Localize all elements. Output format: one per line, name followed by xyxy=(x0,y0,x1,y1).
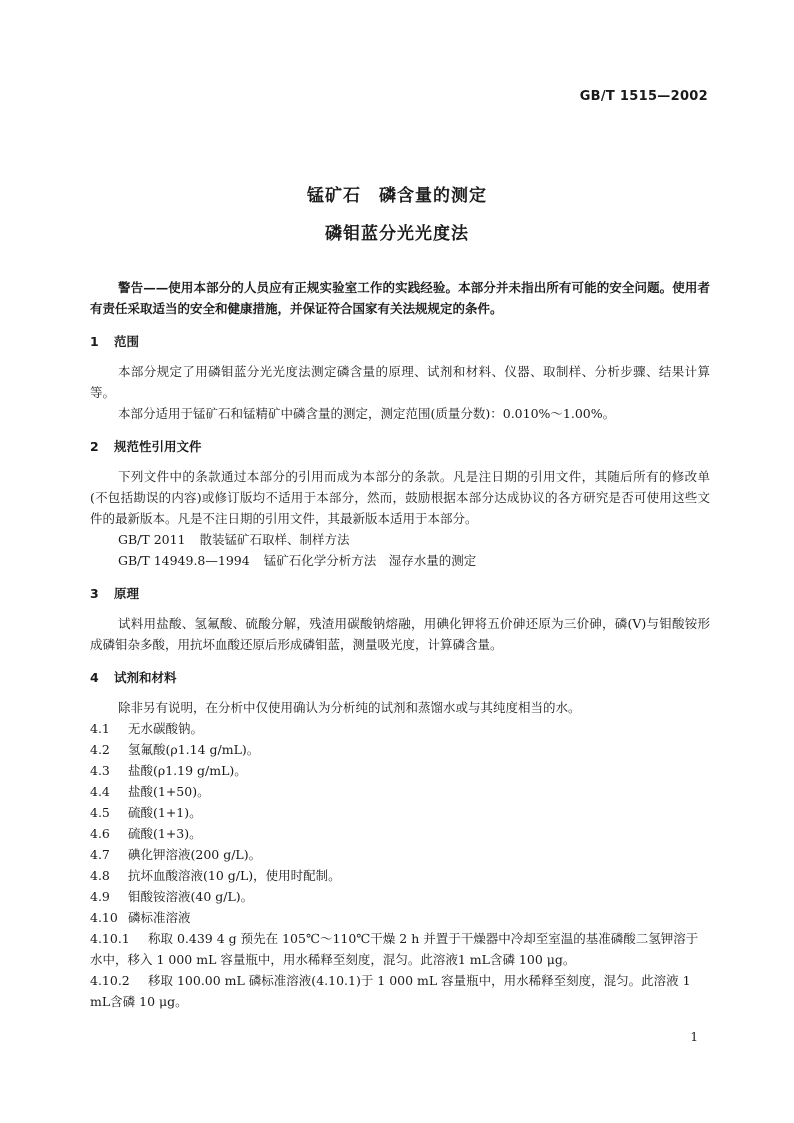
item-number: 4.4 xyxy=(90,784,110,799)
warning-paragraph: 警告——使用本部分的人员应有正规实验室工作的实践经验。本部分并未指出所有可能的安全问题。使用者有责任采取适当的安全和健康措施，并保证符合国家有关法规规定的条件。 xyxy=(90,280,710,316)
item-text: 盐酸(1+50)。 xyxy=(128,784,210,799)
reference-title: 散装锰矿石取样、制样方法 xyxy=(199,532,350,547)
section-heading-principle xyxy=(90,583,710,604)
reagent-item xyxy=(90,907,710,928)
item-number: 4.7 xyxy=(90,847,110,862)
document-code: GB/T 1515—2002 xyxy=(579,89,708,104)
reagents-paragraph: 除非另有说明，在分析中仅使用确认为分析纯的试剂和蒸馏水或与其纯度相当的水。 xyxy=(118,700,581,715)
reference-code: GB/T 2011 xyxy=(118,532,186,547)
item-number: 4.6 xyxy=(90,826,110,841)
item-number: 4.10.1 xyxy=(90,931,130,946)
section-title: 试剂和材料 xyxy=(114,670,177,685)
reagent-item xyxy=(90,739,710,760)
item-number: 4.8 xyxy=(90,868,110,883)
reagent-subitem xyxy=(90,928,710,970)
reagent-item xyxy=(90,781,710,802)
item-number: 4.3 xyxy=(90,763,110,778)
section-heading-reagents xyxy=(90,667,710,688)
item-text: 钼酸铵溶液(40 g/L)。 xyxy=(128,889,254,904)
reagent-subitem xyxy=(90,970,710,1012)
document-body xyxy=(90,277,710,1012)
section-title: 规范性引用文件 xyxy=(114,439,202,454)
item-number: 4.10 xyxy=(90,910,118,925)
scope-paragraph: 本部分适用于锰矿石和锰精矿中磷含量的测定，测定范围(质量分数)：0.010%～1.00%。 xyxy=(118,406,616,421)
item-text: 抗坏血酸溶液(10 g/L)，使用时配制。 xyxy=(128,868,341,883)
section-number: 2 xyxy=(90,439,99,454)
references-paragraph: 下列文件中的条款通过本部分的引用而成为本部分的条款。凡是注日期的引用文件，其随后所有的修改单(不包括勘误的内容)或修订版均不适用于本部分，然而，鼓励根据本部分达成协议的各方研究是否可使用这些文件的最新版本。凡是不注日期的引用文件，其最新版本适用于本部分。 xyxy=(90,469,710,526)
section-number: 4 xyxy=(90,670,99,685)
reagent-item xyxy=(90,760,710,781)
item-text: 移取 100.00 mL 磷标准溶液(4.10.1)于 1 000 mL 容量瓶中，用水稀释至刻度，混匀。此溶液 1 mL含磷 10 μg。 xyxy=(90,973,691,1009)
item-text: 硫酸(1+1)。 xyxy=(128,805,202,820)
item-text: 硫酸(1+3)。 xyxy=(128,826,202,841)
item-text: 磷标准溶液 xyxy=(128,910,191,925)
item-number: 4.10.2 xyxy=(90,973,130,988)
reagent-item xyxy=(90,886,710,907)
section-heading-scope xyxy=(90,331,710,352)
document-title: 锰矿石 磷含量的测定 xyxy=(307,186,487,206)
reference-title: 锰矿石化学分析方法 湿存水量的测定 xyxy=(263,553,477,568)
section-heading-normative-references xyxy=(90,436,710,457)
item-number: 4.1 xyxy=(90,721,110,736)
principle-paragraph: 试料用盐酸、氢氟酸、硫酸分解，残渣用碳酸钠熔融，用碘化钾将五价砷还原为三价砷，磷(V)与钼酸铵形成磷钼杂多酸，用抗坏血酸还原后形成磷钼蓝，测量吸光度，计算磷含量。 xyxy=(90,616,710,652)
item-text: 碘化钾溶液(200 g/L)。 xyxy=(128,847,262,862)
section-number: 1 xyxy=(90,334,99,349)
reference-item xyxy=(90,529,710,550)
reference-item xyxy=(90,550,710,571)
item-number: 4.9 xyxy=(90,889,110,904)
document-subtitle: 磷钼蓝分光光度法 xyxy=(325,224,469,244)
scope-paragraph: 本部分规定了用磷钼蓝分光光度法测定磷含量的原理、试剂和材料、仪器、取制样、分析步骤、结果计算等。 xyxy=(90,364,710,400)
page-number: 1 xyxy=(690,1030,698,1044)
reagent-item xyxy=(90,802,710,823)
section-number: 3 xyxy=(90,586,99,601)
reference-code: GB/T 14949.8—1994 xyxy=(118,553,250,568)
item-number: 4.2 xyxy=(90,742,110,757)
reagent-item xyxy=(90,718,710,739)
item-text: 盐酸(ρ1.19 g/mL)。 xyxy=(128,763,247,778)
section-title: 范围 xyxy=(114,334,140,349)
section-title: 原理 xyxy=(114,586,140,601)
item-text: 称取 0.439 4 g 预先在 105℃～110℃干燥 2 h 并置于干燥器中冷却至室温的基准磷酸二氢钾溶于水中，移入 1 000 mL 容量瓶中，用水稀释至刻度，混匀。此溶液1 mL含磷 100 μg。 xyxy=(90,931,699,967)
item-text: 无水碳酸钠。 xyxy=(128,721,204,736)
reagent-item xyxy=(90,844,710,865)
item-number: 4.5 xyxy=(90,805,110,820)
reagent-item xyxy=(90,823,710,844)
reagent-item xyxy=(90,865,710,886)
item-text: 氢氟酸(ρ1.14 g/mL)。 xyxy=(128,742,260,757)
